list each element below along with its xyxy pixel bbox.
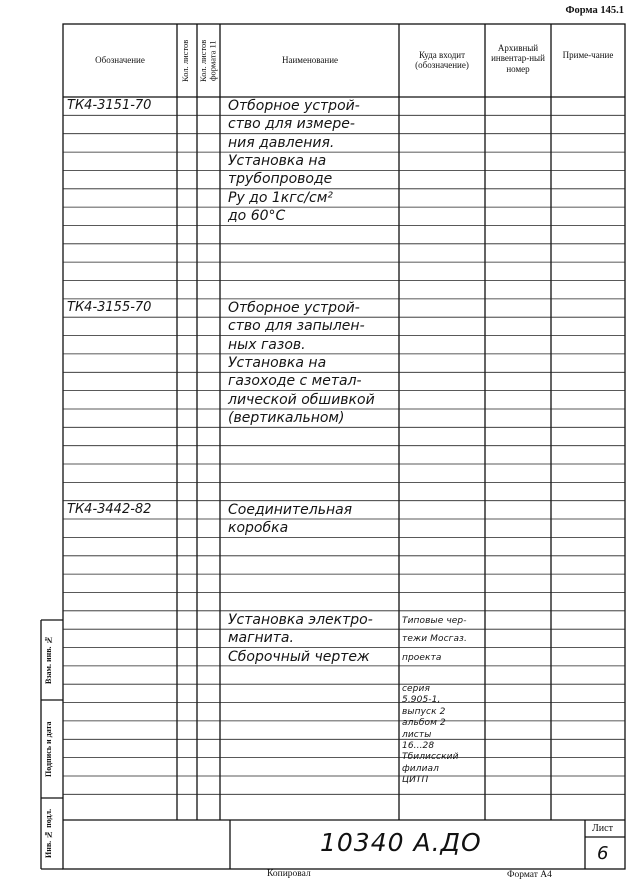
where-used-line: 5.905-1, bbox=[402, 695, 441, 706]
row-name: коробка bbox=[228, 520, 289, 537]
row-name: Ру до 1кгс/см² bbox=[228, 189, 333, 206]
row-where-used: тежи Мосгаз. bbox=[402, 634, 467, 645]
header-archive-no: Архивный инвентар-ный номер bbox=[491, 43, 545, 74]
sheet-number: 6 bbox=[597, 843, 609, 864]
row-designation: ТК4-3442-82 bbox=[67, 501, 152, 517]
document-code: 10340 А.ДО bbox=[320, 828, 482, 857]
row-name: ство для запылен- bbox=[228, 318, 365, 335]
header-name: Наименование bbox=[281, 55, 339, 65]
row-name: Сборочный чертеж bbox=[228, 648, 370, 665]
row-name: ния давления. bbox=[228, 134, 335, 151]
footer-format: Формат А4 bbox=[507, 870, 552, 880]
row-name: лической обшивкой bbox=[228, 391, 375, 408]
side-label-replaced-inv: Взам. инв. № bbox=[44, 635, 53, 685]
footer-copied: Копировал bbox=[267, 869, 311, 879]
where-used-line: филиал bbox=[402, 763, 440, 774]
where-used-line: ЦИТП bbox=[402, 775, 429, 786]
row-name: до 60°С bbox=[228, 208, 286, 225]
where-used-line: Тбилисский bbox=[402, 752, 459, 763]
row-name: ство для измере- bbox=[228, 116, 355, 133]
row-name: Соединительная bbox=[228, 501, 353, 518]
row-designation: ТК4-3151-70 bbox=[67, 98, 152, 113]
row-where-used: Типовые чер- bbox=[402, 615, 467, 626]
header-sheets-count: Кол. листов bbox=[180, 39, 190, 83]
where-used-line: выпуск 2 bbox=[402, 706, 446, 717]
where-used-line: серия bbox=[402, 684, 430, 694]
sheet-label: Лист bbox=[592, 823, 613, 834]
side-label-signature-date: Подпись и дата bbox=[44, 721, 53, 777]
row-name: Отборное устрой- bbox=[228, 299, 360, 316]
row-name: ных газов. bbox=[228, 336, 306, 353]
row-name: (вертикальном) bbox=[228, 409, 345, 426]
where-used-line: альбом 2 bbox=[402, 718, 446, 729]
where-used-line: листы bbox=[402, 729, 432, 740]
header-designation: Обозначение bbox=[95, 55, 145, 65]
row-designation: ТК4-3155-70 bbox=[67, 299, 152, 315]
row-where-used: проекта bbox=[402, 652, 442, 663]
header-note: Приме-чание bbox=[562, 50, 614, 60]
row-name: Установка на bbox=[228, 354, 327, 371]
row-name: газоходе с метал- bbox=[228, 373, 362, 390]
row-name: трубопроводе bbox=[228, 171, 333, 188]
row-name: Отборное устрой- bbox=[228, 98, 360, 114]
header-sheets-format: Кол. листов формата 11 bbox=[198, 39, 218, 83]
row-name: Установка на bbox=[228, 153, 327, 170]
form-number: Форма 145.1 bbox=[565, 5, 624, 16]
header-where-used: Куда входит (обозначение) bbox=[415, 50, 469, 71]
row-name: магнита. bbox=[228, 630, 294, 647]
side-label-inv-podl: Инв. № подл. bbox=[44, 808, 53, 858]
row-name: Установка электро- bbox=[228, 611, 373, 628]
where-used-line: 16...28 bbox=[402, 741, 435, 751]
